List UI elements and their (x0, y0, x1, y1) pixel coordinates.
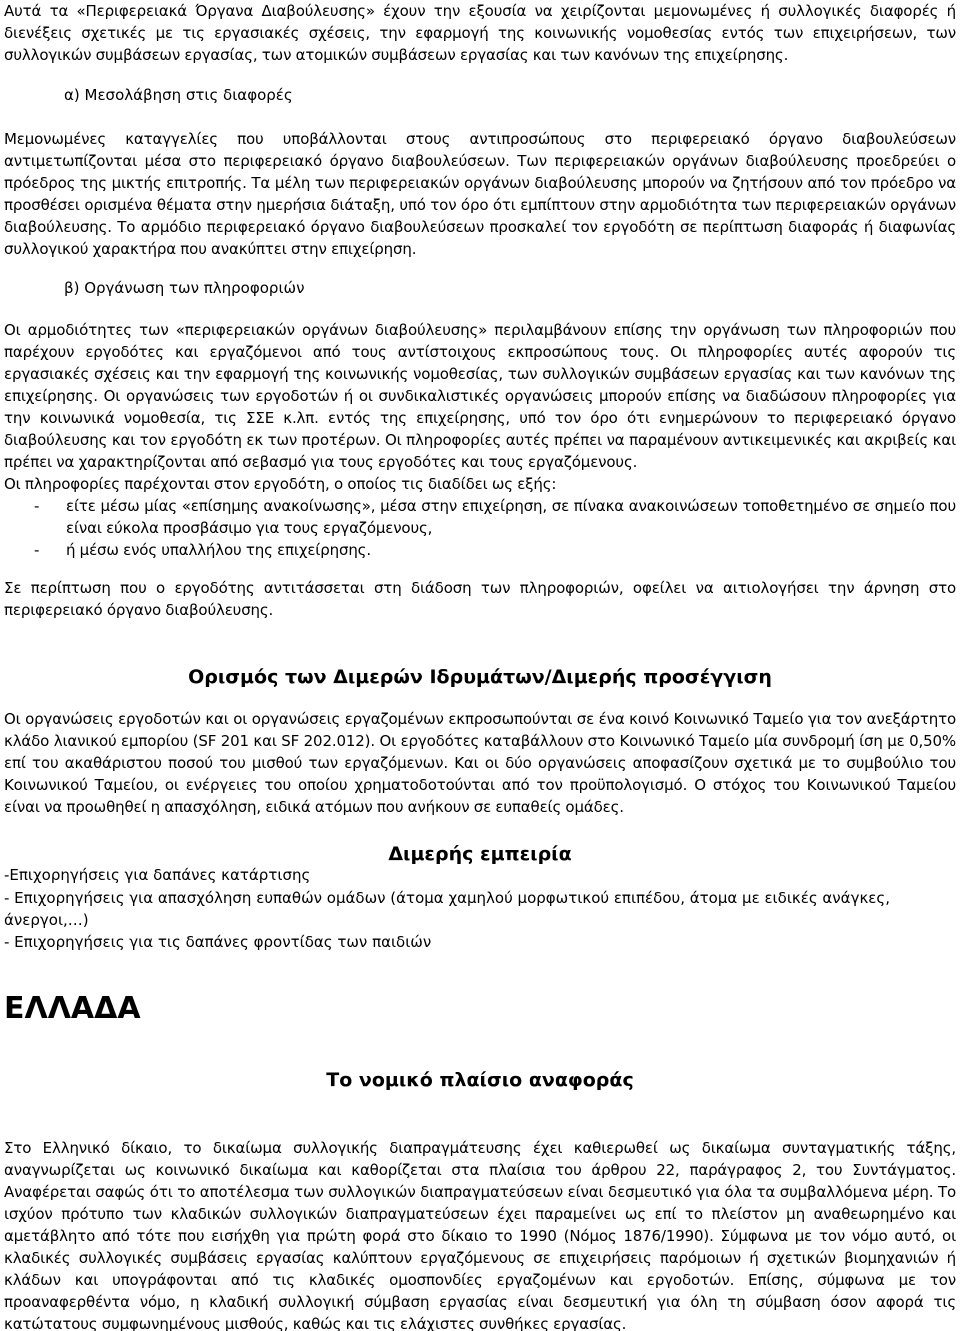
subheading-mediation: α) Μεσολάβηση στις διαφορές (64, 86, 293, 104)
list-item (4, 539, 956, 561)
refusal-paragraph: Σε περίπτωση που ο εργοδότης αντιτάσσεται στη διάδοση των πληροφοριών, οφείλει να αιτιολογήσει την άρνηση στο περιφερειακό όργανο διαβούλευσης. (4, 579, 956, 619)
section-heading-bipartite: Ορισμός των Διμερών Ιδρυμάτων/Διμερής προσέγγιση (188, 666, 772, 688)
bullet-text: ή μέσω ενός υπαλλήλου της επιχείρησης. (66, 541, 371, 559)
list-item: - Επιχορηγήσεις για τις δαπάνες φροντίδας των παιδιών (4, 933, 432, 951)
subheading-information: β) Οργάνωση των πληροφοριών (64, 279, 305, 297)
list-item (4, 495, 956, 539)
bullet-dash: - (34, 497, 40, 515)
information-paragraph: Οι αρμοδιότητες των «περιφερειακών οργάνων διαβούλευσης» περιλαμβάνουν επίσης την οργάνωση των πληροφοριών που παρέχουν εργοδότες και εργαζόμενοι από τους αντίστοιχους εκπροσώπους τους. Οι πληροφορίες αυτές αφορούν τις εργασιακές σχέσεις και την εφαρμογή της κοινωνικής νομοθεσίας, των συλλογικών συμβάσεων εργασίας και των κανόνων της επιχείρησης. Οι οργανώσεις των εργοδοτών ή οι συνδικαλιστικές οργανώσεις μπορούν επίσης να διαδώσουν πληροφορίες για την κοινωνικά νομοθεσία, τις ΣΣΕ κ.λπ. εντός της επιχείρησης, υπό τον όρο ότι ενημερώνουν το περιφερειακό όργανο διαβούλευσης και τον εργοδότη εκ των προτέρων. Οι πληροφορίες αυτές πρέπει να παραμένουν αντικειμενικές και ακριβείς και πρέπει να χαρακτηρίζονται από σεβασμό για τους εργοδότες και τους εργαζόμενους. (4, 321, 956, 471)
legal-framework-paragraph: Στο Ελληνικό δίκαιο, το δικαίωμα συλλογικής διαπραγμάτευσης έχει καθιερωθεί ως δικαίωμα συνταγματικής τάξης, αναγνωρίζεται ως κοινωνικό δικαίωμα και καθορίζεται στα πλαίσια του άρθρου 22, παράγραφος 2, του Συντάγματος. Αναφέρεται σαφώς ότι το αποτέλεσμα των συλλογικών διαπραγματεύσεων είναι δεσμευτικό για όλα τα συμβαλλόμενα μέρη. Το ισχύον πρότυπο των κλαδικών συλλογικών διαπραγματεύσεων έχει παραμείνει ως επί το πλείστον μη αναθεωρημένο και αμετάβλητο από τότε που εισήχθη για πρώτη φορά στο δίκαιο το 1990 (Νόμος 1876/1990). Σύμφωνα με τον νόμο αυτό, οι κλαδικές συλλογικές συμβάσεις εργασίας καλύπτουν εργαζόμενους σε επιχειρήσεις παρόμοιων ή σχετικών βιομηχανιών ή κλάδων και υπογράφονται από τις κλαδικές ομοσπονδίες εργαζομένων και εργοδοτών. Επίσης, σύμφωνα με τον προαναφερθέντα νόμο, η κλαδική συλλογική σύμβαση εργασίας είναι δεσμευτική για όλη τη σύμβαση όσον αφορά τις κατώτατους συμφωνημένους μισθούς, καθώς και τις ελάχιστες συνθήκες εργασίας. (4, 1139, 956, 1331)
mediation-paragraph: Μεμονωμένες καταγγελίες που υποβάλλονται στους αντιπροσώπους στο περιφερειακό όργανο διαβουλεύσεων αντιμετωπίζονται μέσα στο περιφερειακό όργανο διαβουλεύσεων. Των περιφερειακών οργάνων διαβούλευσης προεδρεύει ο πρόεδρος της μικτής επιτροπής. Τα μέλη των περιφερειακών οργάνων διαβούλευσης μπορούν να ζητήσουν από τον πρόεδρο να προσθέσει ορισμένα θέματα στην ημερήσια διάταξη, υπό τον όρο ότι εμπίπτουν στην αρμοδιότητα των περιφερειακών οργάνων διαβούλευσης. Το αρμόδιο περιφερειακό όργανο διαβουλεύσεων προσκαλεί τον εργοδότη σε περίπτωση διαφοράς ή διαφωνίας συλλογικού χαρακτήρα που ανακύπτει στην επιχείρηση. (4, 130, 956, 258)
section-heading-legal-framework: Το νομικό πλαίσιο αναφοράς (326, 1069, 634, 1091)
bullet-dash: - (34, 541, 40, 559)
list-item: -Επιχορηγήσεις για δαπάνες κατάρτισης (4, 866, 311, 884)
bullet-text: είτε μέσω μίας «επίσημης ανακοίνωσης», μέσα στην επιχείρηση, σε πίνακα ανακοινώσεων τοποθετημένο σε σημείο που είναι εύκολα προσβάσιμο για τους εργαζόμενους, (66, 497, 956, 537)
bipartite-paragraph: Οι οργανώσεις εργοδοτών και οι οργανώσεις εργαζομένων εκπροσωπούνται σε ένα κοινό Κοινωνικό Ταμείο για τον ανεξάρτητο κλάδο λιανικού εμπορίου (SF 201 και SF 202.012). Οι εργοδότες καταβάλλουν στο Κοινωνικό Ταμείο μία συνδρομή ίση με 0,50% επί του ακαθάριστου ποσού του μισθού των εργαζόμενων. Και οι δύο οργανώσεις αποφασίζουν σχετικά με το συμβούλιο του Κοινωνικού Ταμείου, οι ενέργειες του οποίου χρηματοδοτούνται από τον προϋπολογισμό. Ο στόχος του Κοινωνικού Ταμείου είναι να προωθηθεί η απασχόληση, ειδικά ατόμων που ανήκουν σε ευπαθείς ομάδες. (4, 710, 956, 816)
list-item: - Επιχορηγήσεις για απασχόληση ευπαθών ομάδων (άτομα χαμηλού μορφωτικού επιπέδου, άτομα με ειδικές ανάγκες, άνεργοι,…) (4, 889, 890, 929)
country-title: ΕΛΛΑΔΑ (4, 991, 141, 1026)
section-heading-experience: Διμερής εμπειρία (388, 843, 572, 865)
intro-paragraph: Αυτά τα «Περιφερειακά Όργανα Διαβούλευσης» έχουν την εξουσία να χειρίζονται μεμονωμένες ή συλλογικές διαφορές ή διενέξεις σχετικές με τις εργασιακές σχέσεις, την εφαρμογή της κοινωνικής νομοθεσίας εντός των επιχειρήσεων, των συλλογικών συμβάσεων εργασίας, των ατομικών συμβάσεων εργασίας και των κανόνων της επιχείρησης. (4, 2, 956, 64)
information-distribution-intro: Οι πληροφορίες παρέχονται στον εργοδότη, ο οποίος τις διαδίδει ως εξής: (4, 475, 557, 493)
